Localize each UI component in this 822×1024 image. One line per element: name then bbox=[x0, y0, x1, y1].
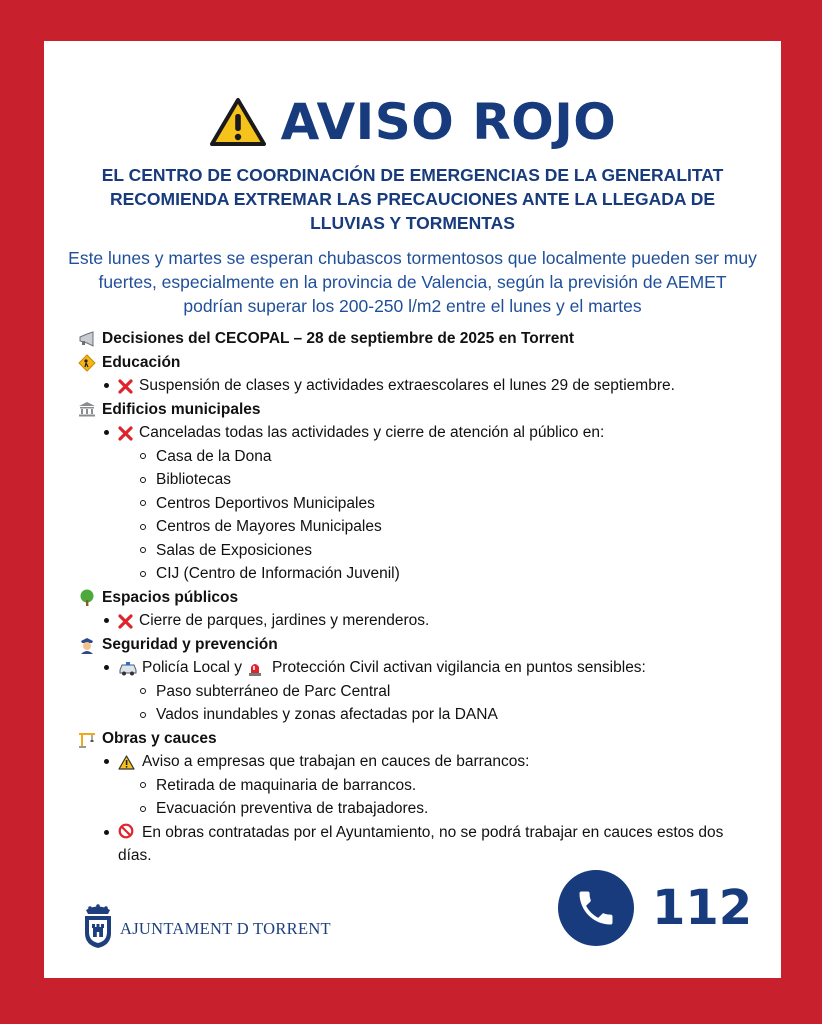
logo-text: AJUNTAMENT D TORRENT bbox=[120, 918, 331, 938]
sub-list-item bbox=[78, 445, 758, 469]
bullet bbox=[104, 665, 109, 670]
works-item2 bbox=[118, 821, 728, 868]
classical-building-icon bbox=[78, 401, 98, 417]
list-item bbox=[78, 656, 758, 680]
section-public-spaces-title: Espacios públicos bbox=[102, 588, 239, 606]
section-security-title: Seguridad y prevención bbox=[102, 635, 278, 653]
subheadline: EL CENTRO DE COORDINACIÓN DE EMERGENCIAS DE LA GENERALITAT RECOMIENDA EXTREMAR LAS PRECAUCIONES ANTE LA LLEGADA DE LLUVIAS Y TORMENTAS bbox=[101, 165, 724, 233]
bullet bbox=[104, 830, 109, 835]
sub-list-item bbox=[78, 680, 758, 704]
sub-list-item bbox=[78, 539, 758, 563]
warning-icon bbox=[118, 754, 138, 770]
sub-item-text: Vados inundables y zonas afectadas por la DANA bbox=[156, 706, 498, 723]
construction-crane-icon bbox=[78, 730, 98, 746]
section-security-heading bbox=[78, 633, 758, 657]
section-works-heading bbox=[78, 727, 758, 751]
section-buildings-heading bbox=[78, 398, 758, 422]
notice-card bbox=[44, 41, 781, 978]
ajuntament-torrent-logo bbox=[82, 903, 331, 954]
bullet bbox=[104, 383, 109, 388]
sub-item-text: CIJ (Centro de Información Juvenil) bbox=[156, 565, 400, 582]
list-item bbox=[78, 609, 758, 633]
section-buildings-title: Edificios municipales bbox=[102, 400, 261, 418]
police-car-icon bbox=[118, 660, 138, 676]
sub-item-text: Salas de Exposiciones bbox=[156, 541, 312, 559]
sub-item-text: Centros de Mayores Municipales bbox=[156, 518, 382, 535]
coat-of-arms-icon bbox=[82, 903, 114, 954]
emergency-number[interactable]: 112 bbox=[652, 880, 753, 936]
buildings-item-text: Canceladas todas las actividades y cierre de atención al público en: bbox=[139, 424, 605, 441]
sub-item-text: Bibliotecas bbox=[156, 471, 231, 488]
sub-list-item bbox=[78, 468, 758, 492]
bullet bbox=[140, 782, 146, 788]
public-spaces-item-text: Cierre de parques, jardines y merenderos. bbox=[139, 612, 430, 629]
bullet bbox=[140, 547, 146, 553]
bullet bbox=[140, 712, 146, 718]
list-item bbox=[78, 750, 758, 774]
prohibited-icon bbox=[118, 823, 138, 839]
works-item2-text: En obras contratadas por el Ayuntamiento, no se podrá trabajar en cauces estos dos días. bbox=[118, 823, 724, 864]
bullet bbox=[140, 477, 146, 483]
bullet bbox=[140, 500, 146, 506]
intro-paragraph: Este lunes y martes se esperan chubascos tormentosos que localmente pueden ser muy fuertes, especialmente en la provincia de Valencia, según la previsión de AEMET podrían superar los 200-250 l/m2 entre el lunes y el martes bbox=[68, 248, 757, 316]
security-item-part2: Protección Civil activan vigilancia en puntos sensibles: bbox=[271, 659, 646, 676]
security-item-part1: Policía Local y bbox=[142, 659, 242, 676]
sub-item-text: Centros Deportivos Municipales bbox=[156, 494, 375, 512]
bullet bbox=[140, 453, 146, 459]
tree-icon bbox=[78, 589, 98, 605]
megaphone-icon bbox=[78, 331, 98, 347]
sub-list-item bbox=[78, 515, 758, 539]
bullet bbox=[104, 430, 109, 435]
education-item-text: Suspensión de clases y actividades extraescolares el lunes 29 de septiembre. bbox=[139, 377, 675, 394]
emergency-contact bbox=[558, 870, 752, 946]
decisions-title: Decisiones del CECOPAL – 28 de septiembre de 2025 en Torrent bbox=[102, 330, 575, 347]
cross-mark-icon bbox=[118, 378, 135, 394]
warning-triangle-icon bbox=[209, 97, 267, 147]
police-officer-icon bbox=[78, 636, 98, 652]
section-education-title: Educación bbox=[102, 353, 181, 371]
siren-light-icon bbox=[248, 660, 268, 676]
list-item bbox=[78, 821, 758, 868]
bullet bbox=[140, 688, 146, 694]
sub-list-item bbox=[78, 492, 758, 516]
headline-title: AVISO ROJO bbox=[280, 93, 617, 151]
cross-mark-icon bbox=[118, 425, 135, 441]
bullet bbox=[140, 524, 146, 530]
sub-item-text: Retirada de maquinaria de barrancos. bbox=[156, 776, 417, 794]
section-works-title: Obras y cauces bbox=[102, 729, 217, 747]
bullet bbox=[140, 571, 146, 577]
school-sign-icon bbox=[78, 354, 98, 370]
sub-list-item bbox=[78, 797, 758, 821]
decisions-title-row bbox=[78, 327, 758, 351]
headline bbox=[44, 93, 781, 151]
sub-item-text: Paso subterráneo de Parc Central bbox=[156, 682, 391, 700]
cross-mark-icon bbox=[118, 613, 135, 629]
bullet bbox=[104, 618, 109, 623]
section-education-heading bbox=[78, 351, 758, 375]
sub-list-item bbox=[78, 562, 758, 586]
bullet bbox=[104, 759, 109, 764]
sub-item-text: Casa de la Dona bbox=[156, 447, 272, 465]
list-item bbox=[78, 374, 758, 398]
bullet bbox=[140, 806, 146, 812]
list-item bbox=[78, 421, 758, 445]
phone-icon bbox=[558, 870, 634, 946]
section-public-spaces-heading bbox=[78, 586, 758, 610]
decisions-list bbox=[78, 327, 758, 868]
sub-list-item bbox=[78, 774, 758, 798]
sub-item-text: Evacuación preventiva de trabajadores. bbox=[156, 800, 429, 817]
works-item-text: Aviso a empresas que trabajan en cauces de barrancos: bbox=[142, 753, 530, 770]
sub-list-item bbox=[78, 703, 758, 727]
